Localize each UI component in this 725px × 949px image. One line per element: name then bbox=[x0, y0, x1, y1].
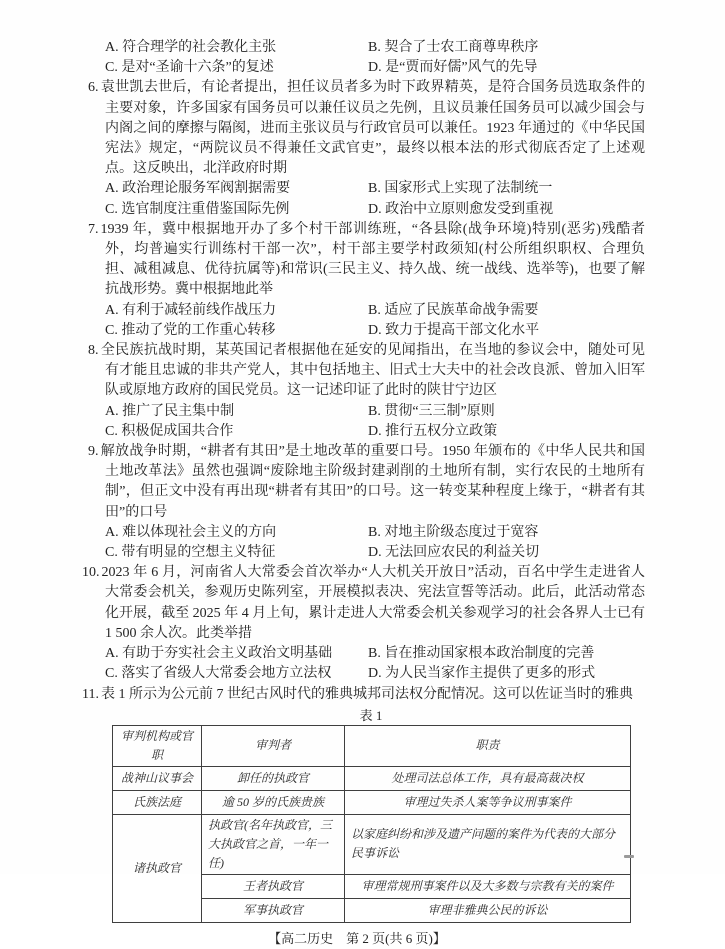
question-number: 9. bbox=[88, 444, 99, 460]
table-row bbox=[113, 790, 631, 814]
question-6-stem bbox=[88, 78, 645, 179]
option-b: B. 国家形式上实现了法制统一 bbox=[368, 181, 553, 197]
question-9-options bbox=[88, 523, 645, 563]
question-10-stem bbox=[82, 563, 645, 644]
question-5-options bbox=[88, 38, 645, 78]
option-c: C. 带有明显的空想主义特征 bbox=[105, 545, 276, 561]
judge-cell: 军事执政官 bbox=[202, 898, 345, 922]
footer-page-info: 【高二历史 第 2 页(共 6 页)】 bbox=[268, 930, 446, 946]
option-a: A. 推广了民主集中制 bbox=[105, 403, 235, 419]
question-6-options bbox=[88, 179, 645, 219]
option-a: A. 有助于夯实社会主义政治文明基础 bbox=[105, 646, 333, 662]
question-11-stem bbox=[82, 685, 645, 705]
question-7-stem bbox=[88, 220, 645, 301]
duty-cell: 审理非雅典公民的诉讼 bbox=[345, 898, 631, 922]
option-a: A. 有利于减轻前线作战压力 bbox=[105, 302, 277, 318]
option-d: D. 推行五权分立政策 bbox=[368, 423, 498, 439]
option-b: B. 对地主阶级态度过于宽容 bbox=[368, 524, 539, 540]
organ-cell: 战神山议事会 bbox=[113, 766, 202, 790]
organ-cell: 诸执政官 bbox=[113, 814, 202, 922]
option-d: D. 无法回应农民的利益关切 bbox=[368, 545, 540, 561]
question-8 bbox=[88, 341, 645, 442]
question-text: 2023 年 6 月，河南省人大常委会首次举办“人大机关开放日”活动，百名中学生走进省人大常委会机关，参观历史陈列室，开展模拟表决、宪法宣誓等活动。此后，此活动常态化开展，截至 2025 年 4 月上旬，累计走进人大常委会机关参观学习的社会各界人士已有 1 500 余人次。此类举措 bbox=[101, 565, 645, 641]
option-d: D. 是“贾而好儒”风气的先导 bbox=[368, 60, 538, 76]
table-header-duty: 职责 bbox=[345, 725, 631, 766]
question-number: 10. bbox=[82, 565, 100, 581]
question-9 bbox=[88, 442, 645, 563]
judge-cell: 王者执政官 bbox=[202, 874, 345, 898]
question-number: 7. bbox=[88, 221, 99, 237]
judge-cell: 卸任的执政官 bbox=[202, 766, 345, 790]
option-b: B. 贯彻“三三制”原则 bbox=[368, 403, 495, 419]
question-9-stem bbox=[88, 442, 645, 523]
question-8-stem bbox=[88, 341, 645, 402]
question-10-options bbox=[88, 644, 645, 684]
table-header-row bbox=[113, 725, 631, 766]
option-a: A. 符合理学的社会教化主张 bbox=[105, 40, 277, 55]
exam-content bbox=[82, 38, 645, 949]
option-c: C. 是对“圣谕十六条”的复述 bbox=[105, 60, 274, 76]
question-text: 1939 年，冀中根据地开办了多个村干部训练班，“各县除(战争环境)特别(恶劣)残酷者外，均普遍实行训练村干部一次”，村干部主要学村政须知(村公所组织职权、合理负担、减租减息、优待抗属等)和常识(三民主义、持久战、统一战线、选举等)，也要了解抗战形势。冀中根据地此举 bbox=[100, 221, 645, 298]
option-a: A. 政治理论服务军阀割据需要 bbox=[105, 181, 291, 197]
option-b: B. 适应了民族革命战争需要 bbox=[368, 302, 539, 318]
question-number: 8. bbox=[88, 343, 99, 359]
option-d: D. 致力于提高干部文化水平 bbox=[368, 322, 540, 338]
organ-cell: 氏族法庭 bbox=[113, 790, 202, 814]
table-header-judge: 审判者 bbox=[202, 725, 345, 766]
question-11 bbox=[82, 685, 645, 923]
option-b: B. 契合了士农工商尊卑秩序 bbox=[368, 40, 539, 55]
question-number: 11. bbox=[82, 686, 99, 702]
table-header-organ: 审判机构或官职 bbox=[113, 725, 202, 766]
duty-cell: 处理司法总体工作，具有最高裁决权 bbox=[345, 766, 631, 790]
duty-cell: 以家庭纠纷和涉及遗产问题的案件为代表的大部分民事诉讼 bbox=[345, 814, 631, 874]
table-row bbox=[113, 814, 631, 874]
option-c: C. 落实了省级人大常委会地方立法权 bbox=[105, 666, 332, 682]
option-a: A. 难以体现社会主义的方向 bbox=[105, 524, 277, 540]
question-6 bbox=[88, 78, 645, 219]
option-c: C. 推动了党的工作重心转移 bbox=[105, 322, 276, 338]
question-text: 全民族抗战时期，某英国记者根据他在延安的见闻指出，在当地的参议会中，随处可见有才能且忠诚的非共产党人，其中包括地主、旧式士大夫中的社会改良派、曾加入旧军队或原地方政府的国民党员。这一记述印证了此时的陕甘宁边区 bbox=[100, 343, 645, 399]
question-8-options bbox=[88, 402, 645, 442]
question-text: 表 1 所示为公元前 7 世纪古风时代的雅典城邦司法权分配情况。这可以佐证当时的雅典 bbox=[100, 686, 633, 702]
option-d: D. 为人民当家作主提供了更多的形式 bbox=[368, 666, 596, 682]
question-7 bbox=[88, 220, 645, 341]
judge-cell: 执政官(名年执政官，三大执政官之首，一年一任) bbox=[202, 814, 345, 874]
question-text: 袁世凯去世后，有论者提出，担任议员者多为时下政界精英，是符合国务员选取条件的主要对象，许多国家有国务员可以兼任议员之先例，且议员兼任国务员可以减少国会与内阁之间的摩擦与隔阂，进而主张议员与行政官员可以兼任。1923 年通过的《中华民国宪法》规定，“两院议员不得兼任文武官吏”，最终以根本法的形式彻底否定了上述观点。这反映出，北洋政府时期 bbox=[100, 80, 645, 177]
question-number: 6. bbox=[88, 80, 99, 96]
option-d: D. 政治中立原则愈发受到重视 bbox=[368, 201, 554, 217]
duty-cell: 审理过失杀人案等争议刑事案件 bbox=[345, 790, 631, 814]
question-10 bbox=[82, 563, 645, 684]
table-caption: 表 1 bbox=[359, 707, 383, 723]
duty-cell: 审理常规刑事案件以及大多数与宗教有关的案件 bbox=[345, 874, 631, 898]
scan-artifact-dash bbox=[624, 855, 634, 858]
question-7-options bbox=[88, 301, 645, 341]
option-c: C. 积极促成国共合作 bbox=[105, 423, 234, 439]
option-c: C. 选官制度注重借鉴国际先例 bbox=[105, 201, 290, 217]
judicial-power-table bbox=[112, 725, 631, 923]
question-text: 解放战争时期，“耕者有其田”是土地改革的重要口号。1950 年颁布的《中华人民共和国土地改革法》虽然也强调“废除地主阶级封建剥削的土地所有制，实行农民的土地所有制”，但正文中没有再出现“耕者有其田”的口号。这一转变某种程度上缘于，“耕者有其田”的口号 bbox=[100, 444, 645, 520]
option-b: B. 旨在推动国家根本政治制度的完善 bbox=[368, 646, 595, 662]
table-row bbox=[113, 766, 631, 790]
judge-cell: 逾 50 岁的氏族贵族 bbox=[202, 790, 345, 814]
